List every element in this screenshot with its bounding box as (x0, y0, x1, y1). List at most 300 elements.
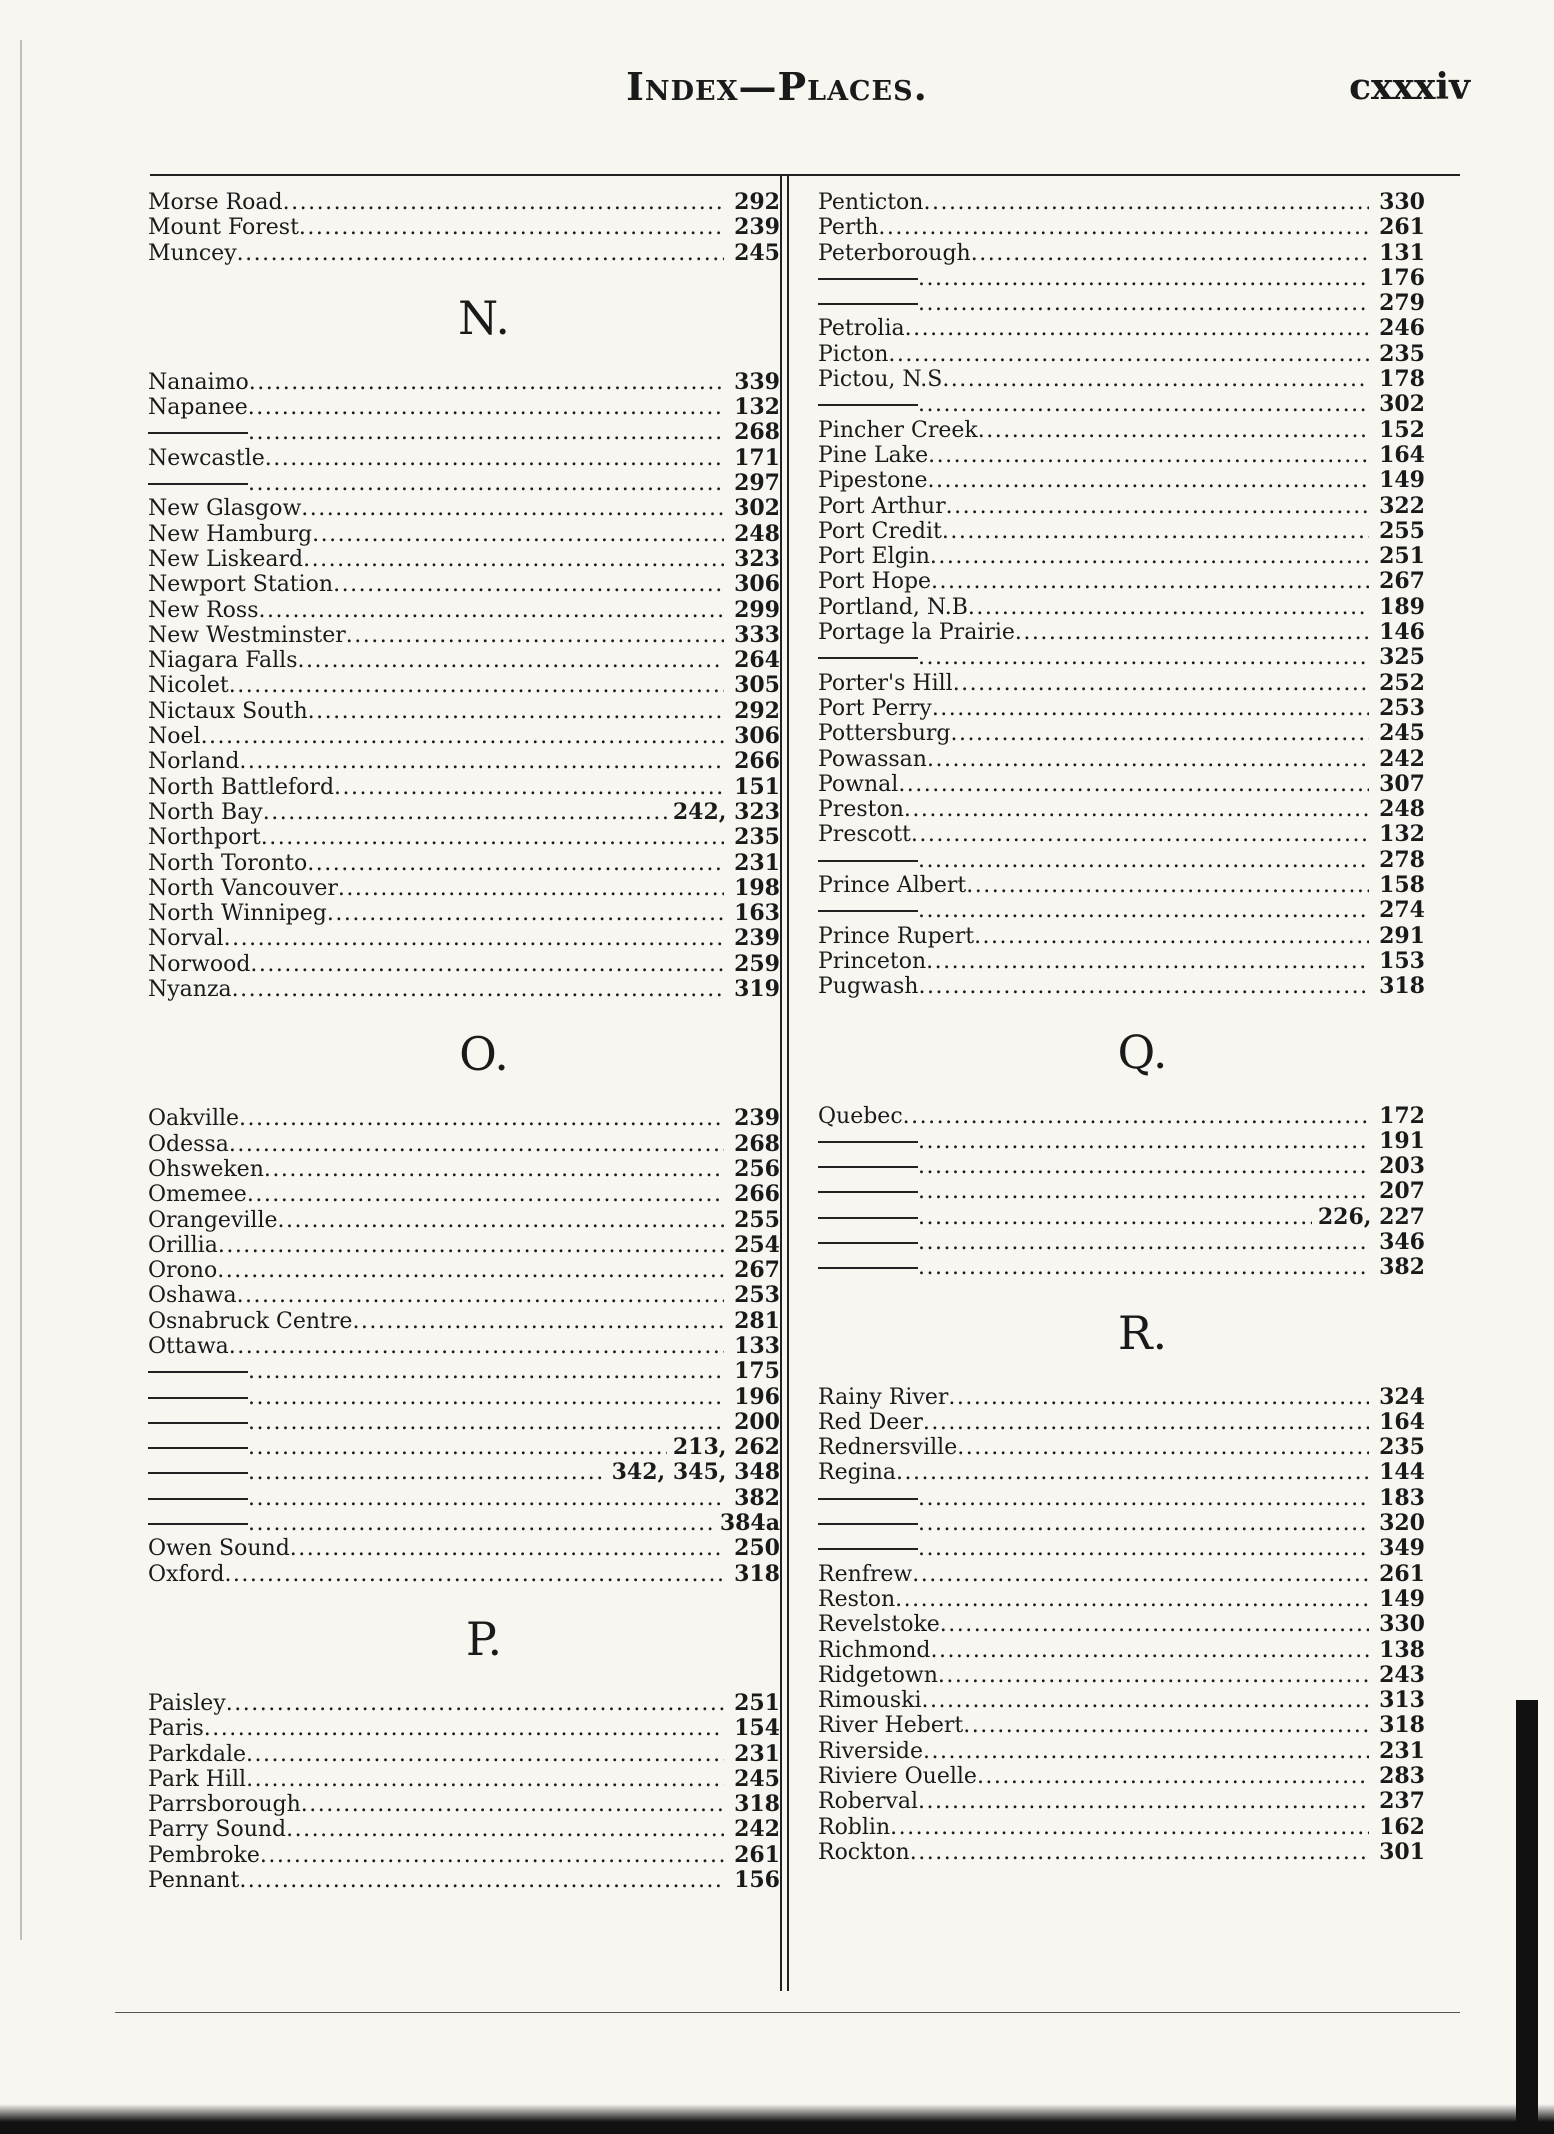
place-name (818, 848, 918, 873)
index-entry (128, 1233, 780, 1258)
leader-dots (246, 1767, 724, 1792)
leader-dots (248, 395, 724, 420)
page-reference: 198 (734, 874, 780, 901)
page-reference: 255 (734, 1206, 780, 1233)
leader-dots (918, 645, 1369, 670)
index-entry (800, 443, 1425, 468)
place-name: River Hebert (818, 1713, 964, 1739)
place-name: North Toronto (148, 850, 308, 876)
place-name: Powassan (818, 746, 927, 772)
leader-dots (246, 1742, 724, 1767)
leader-dots (248, 1511, 714, 1536)
page-reference: 245 (734, 239, 780, 266)
index-entry (128, 800, 780, 825)
index-entry (800, 1154, 1425, 1179)
index-entry (128, 215, 780, 240)
leader-dots (918, 1205, 1312, 1230)
page-reference: 333 (734, 621, 780, 648)
leader-dots (297, 648, 724, 673)
index-entry (128, 241, 780, 266)
index-entry (128, 522, 780, 547)
page-reference: 176 (1379, 264, 1425, 291)
place-name: Prescott (818, 822, 911, 848)
place-name: North Battleford (148, 774, 335, 800)
place-name (148, 1359, 248, 1384)
page-reference: 156 (734, 1867, 780, 1894)
page-reference: 299 (734, 596, 780, 623)
index-entry (800, 569, 1425, 594)
index-entry (800, 1764, 1425, 1789)
section-letter: O. (459, 1027, 509, 1082)
leader-dots (940, 1612, 1369, 1637)
leader-dots (229, 1132, 724, 1157)
index-entry (800, 1612, 1425, 1637)
index-entry (128, 1511, 780, 1536)
leader-dots (918, 1230, 1369, 1255)
place-name: Noel (148, 724, 201, 750)
leader-dots (248, 1460, 606, 1485)
leader-dots (334, 775, 724, 800)
page-reference: 382 (734, 1484, 780, 1511)
page-reference: 318 (1379, 973, 1425, 1000)
leader-dots (932, 696, 1369, 721)
leader-dots (918, 1129, 1369, 1154)
place-name: Parry Sound (148, 1817, 287, 1843)
leader-dots (918, 974, 1369, 999)
index-entry (128, 977, 780, 1002)
place-name: Orono (148, 1258, 218, 1284)
leader-dots (918, 898, 1369, 923)
page-reference: 251 (734, 1689, 780, 1716)
place-name: Parrsborough (148, 1792, 301, 1818)
page-reference: 172 (1379, 1102, 1425, 1129)
leader-dots (904, 797, 1369, 822)
index-entry (128, 876, 780, 901)
page-reference: 253 (1379, 694, 1425, 721)
page-reference: 183 (1379, 1484, 1425, 1511)
index-entry (128, 496, 780, 521)
index-entry (800, 1435, 1425, 1460)
page-reference: 278 (1379, 846, 1425, 873)
page-reference: 318 (734, 1791, 780, 1818)
leader-dots (303, 547, 724, 572)
ditto-dash (148, 1498, 248, 1500)
page-reference: 264 (734, 647, 780, 674)
index-entry (800, 620, 1425, 645)
place-name (818, 898, 918, 923)
leader-dots (903, 1104, 1369, 1129)
index-entry (128, 1742, 780, 1767)
leader-dots (352, 1309, 724, 1334)
place-name: Pincher Creek (818, 417, 978, 443)
page-reference: 342, 345, 348 (611, 1459, 780, 1486)
index-entry (128, 1767, 780, 1792)
place-name: North Winnipeg (148, 901, 327, 927)
page-edge-right (1516, 1700, 1538, 2134)
leader-dots (248, 471, 724, 496)
index-entry (128, 724, 780, 749)
place-name: Parkdale (148, 1741, 247, 1767)
place-name: Ridgetown (818, 1662, 938, 1688)
section-letter: Q. (1117, 1024, 1168, 1079)
place-name (818, 1536, 918, 1561)
page-reference: 320 (1379, 1510, 1425, 1537)
place-name (148, 420, 248, 445)
index-entry (128, 775, 780, 800)
page-header (0, 64, 1554, 124)
leader-dots (938, 1663, 1369, 1688)
page-reference: 153 (1379, 947, 1425, 974)
page-reference: 231 (734, 1740, 780, 1767)
place-name: Omemee (148, 1182, 247, 1208)
index-entry (800, 1179, 1425, 1204)
index-entry (128, 1309, 780, 1334)
index-entry (800, 721, 1425, 746)
index-entry (800, 1638, 1425, 1663)
place-name (818, 1205, 918, 1230)
page-reference: 231 (734, 849, 780, 876)
index-entry (800, 898, 1425, 923)
index-entry (128, 395, 780, 420)
ditto-dash (818, 303, 918, 305)
index-entry (128, 699, 780, 724)
page-reference: 384a (719, 1510, 780, 1537)
leader-dots (264, 1157, 724, 1182)
page-reference: 266 (734, 748, 780, 775)
index-entry (800, 1587, 1425, 1612)
leader-dots (923, 190, 1369, 215)
index-column-right (800, 190, 1425, 1865)
column-separator (780, 176, 782, 1991)
index-entry (800, 519, 1425, 544)
page-reference: 245 (1379, 720, 1425, 747)
page-reference: 132 (1379, 821, 1425, 848)
place-name (148, 1511, 248, 1536)
place-name (818, 291, 918, 316)
place-name: Pennant (148, 1868, 240, 1894)
place-name: Norland (148, 749, 240, 775)
page-reference: 255 (1379, 517, 1425, 544)
place-name: Northport (148, 825, 261, 851)
index-entry (128, 1435, 780, 1460)
page-reference: 231 (1379, 1737, 1425, 1764)
place-name: Pugwash (818, 974, 919, 1000)
leader-dots (971, 241, 1369, 266)
leader-dots (224, 926, 724, 951)
leader-dots (229, 673, 724, 698)
ditto-dash (818, 404, 918, 406)
page-reference: 281 (734, 1307, 780, 1334)
place-name: Rednersville (818, 1435, 958, 1461)
index-entry (800, 190, 1425, 215)
index-entry (128, 901, 780, 926)
index-entry (128, 623, 780, 648)
page-reference: 261 (1379, 1560, 1425, 1587)
leader-dots (338, 876, 724, 901)
place-name: Pictou, N.S (818, 367, 943, 393)
leader-dots (896, 1460, 1369, 1485)
index-entry (128, 572, 780, 597)
index-entry (800, 1486, 1425, 1511)
page-reference: 339 (734, 368, 780, 395)
place-name: Regina (818, 1460, 896, 1486)
section-letter: N. (458, 290, 510, 345)
ditto-dash (818, 910, 918, 912)
leader-dots (312, 522, 724, 547)
ditto-dash (818, 278, 918, 280)
index-entry (800, 316, 1425, 341)
page-reference: 144 (1379, 1459, 1425, 1486)
index-entry (128, 1334, 780, 1359)
leader-dots (918, 1536, 1369, 1561)
index-entry (800, 924, 1425, 949)
page-reference: 226, 227 (1317, 1203, 1425, 1230)
place-name (148, 1486, 248, 1511)
leader-dots (248, 1486, 724, 1511)
place-name: Picton (818, 341, 889, 367)
leader-dots (204, 1716, 724, 1741)
leader-dots (239, 1868, 724, 1893)
index-entry (128, 598, 780, 623)
index-entry (800, 1460, 1425, 1485)
page-reference: 242 (734, 1816, 780, 1843)
ditto-dash (818, 657, 918, 659)
leader-dots (286, 1817, 724, 1842)
place-name: Muncey (148, 240, 237, 266)
leader-dots (957, 1435, 1369, 1460)
leader-dots (918, 291, 1369, 316)
index-entry (800, 1511, 1425, 1536)
leader-dots (217, 1258, 724, 1283)
ditto-dash (148, 1523, 248, 1525)
ditto-dash (148, 483, 248, 485)
place-name: Roberval (818, 1789, 919, 1815)
place-name: Quebec (818, 1103, 903, 1129)
place-name: Port Elgin (818, 544, 930, 570)
leader-dots (946, 494, 1369, 519)
section-letter: P. (465, 1611, 503, 1666)
leader-dots (977, 1764, 1369, 1789)
place-name: New Glasgow (148, 496, 302, 522)
leader-dots (918, 1511, 1369, 1536)
place-name: Newcastle (148, 445, 265, 471)
page-reference: 149 (1379, 1585, 1425, 1612)
place-name: Oxford (148, 1561, 225, 1587)
leader-dots (923, 1739, 1369, 1764)
place-name: Portage la Prairie (818, 620, 1015, 646)
leader-dots (248, 420, 724, 445)
leader-dots (951, 721, 1369, 746)
leader-dots (232, 977, 724, 1002)
place-name: Port Arthur (818, 493, 946, 519)
leader-dots (327, 901, 724, 926)
place-name: Richmond (818, 1637, 931, 1663)
leader-dots (224, 1562, 724, 1587)
index-entry (800, 392, 1425, 417)
index-entry (128, 1258, 780, 1283)
page-reference: 235 (1379, 1434, 1425, 1461)
place-name: Preston (818, 797, 904, 823)
page-reference: 323 (734, 545, 780, 572)
place-name: Portland, N.B (818, 594, 968, 620)
leader-dots (249, 370, 724, 395)
page-reference: 171 (734, 444, 780, 471)
leader-dots (911, 822, 1369, 847)
place-name: Orillia (148, 1232, 218, 1258)
ditto-dash (148, 1422, 248, 1424)
index-entry (128, 1460, 780, 1485)
leader-dots (301, 496, 724, 521)
place-name: Morse Road (148, 190, 283, 215)
place-name (818, 1230, 918, 1255)
header-rule (150, 174, 1460, 176)
leader-dots (905, 316, 1369, 341)
index-entry (800, 1789, 1425, 1814)
place-name (148, 1435, 248, 1460)
index-entry (800, 1562, 1425, 1587)
leader-dots (301, 1792, 724, 1817)
page-reference: 237 (1379, 1788, 1425, 1815)
index-entry (800, 544, 1425, 569)
page-reference: 318 (734, 1560, 780, 1587)
page-reference: 306 (734, 723, 780, 750)
index-entry (128, 420, 780, 445)
page-reference: 267 (1379, 568, 1425, 595)
page-reference: 274 (1379, 897, 1425, 924)
page-reference: 256 (734, 1155, 780, 1182)
leader-dots (898, 772, 1369, 797)
leader-dots (201, 724, 724, 749)
page-reference: 306 (734, 571, 780, 598)
place-name: Porter's Hill (818, 670, 953, 696)
place-name: Ottawa (148, 1333, 229, 1359)
page-reference: 235 (1379, 340, 1425, 367)
page-reference: 200 (734, 1408, 780, 1435)
index-entry (128, 1182, 780, 1207)
index-entry (128, 370, 780, 395)
page-reference: 330 (1379, 189, 1425, 215)
place-name: Rainy River (818, 1384, 949, 1410)
ditto-dash (148, 1472, 248, 1474)
place-name (148, 1460, 248, 1485)
ditto-dash (818, 1498, 918, 1500)
page-reference: 248 (1379, 796, 1425, 823)
index-entry (800, 772, 1425, 797)
index-entry (128, 1132, 780, 1157)
place-name (818, 1486, 918, 1511)
page-reference: 178 (1379, 366, 1425, 393)
leader-dots (930, 544, 1369, 569)
leader-dots (963, 1713, 1369, 1738)
page-reference: 154 (734, 1715, 780, 1742)
page-reference: 346 (1379, 1228, 1425, 1255)
page-reference: 305 (734, 672, 780, 699)
place-name: Roblin (818, 1814, 891, 1840)
leader-dots (948, 1385, 1369, 1410)
leader-dots (928, 443, 1369, 468)
index-entry (128, 1283, 780, 1308)
page-reference: 318 (1379, 1712, 1425, 1739)
place-name (818, 1179, 918, 1204)
index-entry (800, 1739, 1425, 1764)
place-name (818, 1511, 918, 1536)
page-reference: 322 (1379, 492, 1425, 519)
place-name: Rimouski (818, 1688, 922, 1714)
place-name: Oakville (148, 1106, 240, 1132)
leader-dots (248, 1410, 724, 1435)
leader-dots (290, 1536, 724, 1561)
place-name: Nicolet (148, 673, 229, 699)
index-entry (800, 291, 1425, 316)
place-name: Port Hope (818, 569, 932, 595)
index-entry (800, 848, 1425, 873)
ditto-dash (148, 1371, 248, 1373)
leader-dots (1015, 620, 1369, 645)
page-reference: 330 (1379, 1611, 1425, 1638)
leader-dots (968, 595, 1369, 620)
leader-dots (278, 1208, 725, 1233)
page-reference: 158 (1379, 872, 1425, 899)
index-entry (800, 468, 1425, 493)
page-reference: 164 (1379, 441, 1425, 468)
index-entry (800, 822, 1425, 847)
index-entry (800, 797, 1425, 822)
place-name: Newport Station (148, 572, 334, 598)
page-reference: 162 (1379, 1813, 1425, 1840)
index-column-left (128, 190, 780, 1893)
place-name (148, 1385, 248, 1410)
leader-dots (307, 851, 724, 876)
index-entry (128, 749, 780, 774)
page-reference: 302 (734, 495, 780, 522)
ditto-dash (818, 1242, 918, 1244)
page-reference: 267 (734, 1257, 780, 1284)
place-name: Port Perry (818, 695, 932, 721)
place-name (148, 471, 248, 496)
page-reference: 259 (734, 950, 780, 977)
place-name: Pottersburg (818, 721, 951, 747)
index-entry (800, 1713, 1425, 1738)
index-entry (800, 747, 1425, 772)
page-bottom-shadow (0, 2104, 1554, 2134)
page-reference: 319 (734, 976, 780, 1003)
index-entry (800, 1104, 1425, 1129)
page-reference: 268 (734, 419, 780, 446)
page-reference: 313 (1379, 1687, 1425, 1714)
index-entry (128, 1359, 780, 1384)
index-entry (800, 1410, 1425, 1435)
page-reference: 163 (734, 900, 780, 927)
index-entry (800, 1840, 1425, 1865)
place-name (148, 1410, 248, 1435)
leader-dots (248, 1435, 667, 1460)
place-name: Niagara Falls (148, 648, 298, 674)
index-entry (800, 367, 1425, 392)
page-reference: 189 (1379, 593, 1425, 620)
leader-dots (926, 949, 1369, 974)
ditto-dash (818, 860, 918, 862)
leader-dots (237, 1283, 724, 1308)
index-entry (800, 1688, 1425, 1713)
index-entry (128, 673, 780, 698)
leader-dots (918, 1179, 1369, 1204)
place-name: Orangeville (148, 1207, 278, 1233)
index-entry (128, 1817, 780, 1842)
leader-dots (918, 266, 1369, 291)
page-reference: 146 (1379, 619, 1425, 646)
index-entry (128, 1562, 780, 1587)
leader-dots (237, 241, 724, 266)
